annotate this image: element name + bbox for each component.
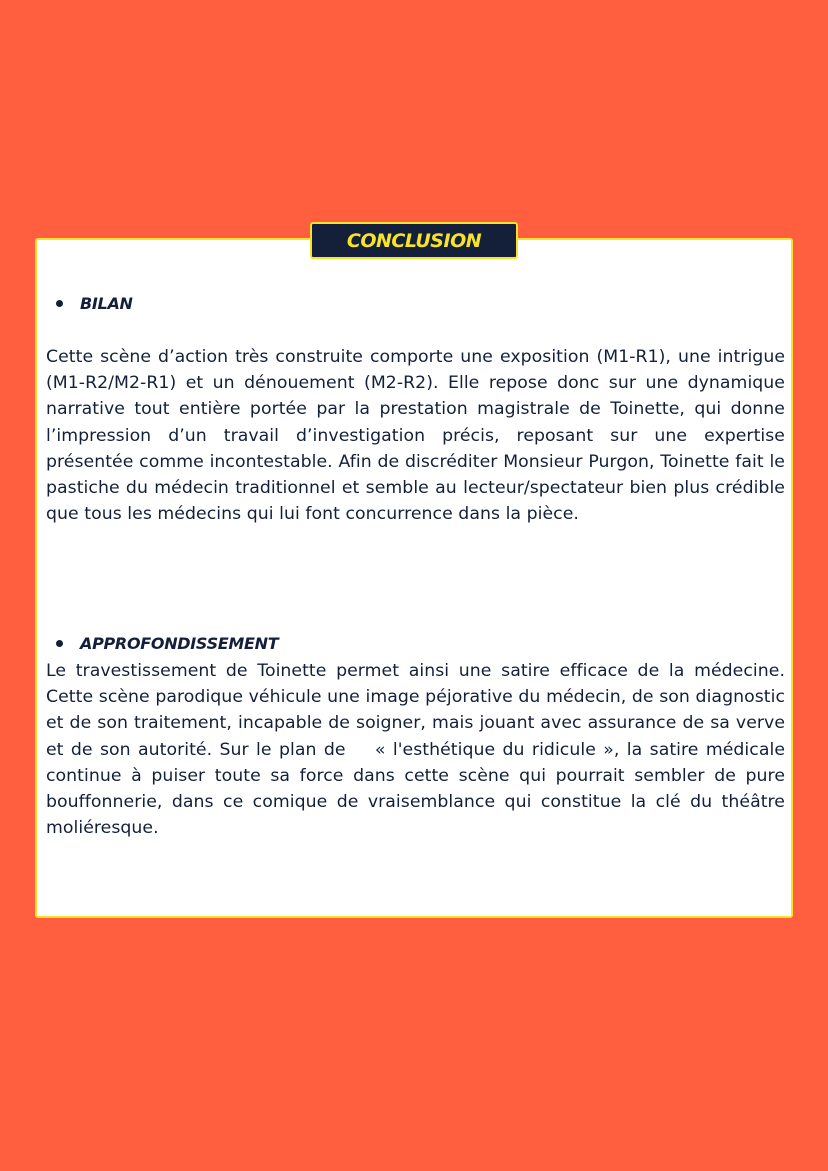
approfondissement-heading-label: APPROFONDISSEMENT — [80, 634, 279, 653]
conclusion-title-box — [310, 222, 518, 259]
approfondissement-text-part1: Le travestissement de Toinette permet ainsi une satire efficace de la médecine. Cette scène parodique véhicule une image péjorative du médecin, de son diagnostic et de son traitement, incapable de soigner, mais jouant avec assurance de sa verve et de son autorité. Sur le plan de — [46, 661, 785, 760]
conclusion-title: CONCLUSION — [346, 229, 482, 252]
approfondissement-text-part2: « l'esthétique du ridicule », la satire médicale continue à puiser toute sa force dans cette scène qui pourrait sembler de pure bouffonnerie, dans ce comique de vraisemblance qui constitue la clé du théâtre moliéresque. — [46, 739, 786, 839]
bullet-icon — [56, 640, 63, 647]
bullet-icon — [56, 300, 63, 307]
approfondissement-paragraph — [46, 658, 785, 841]
approfondissement-heading — [56, 634, 278, 653]
bilan-heading-label: BILAN — [80, 294, 133, 313]
bilan-paragraph: Cette scène d’action très construite comporte une exposition (M1-R1), une intrigue (M1-R2/M2-R1) et un dénouement (M2-R2). Elle repose donc sur une dynamique narrative tout entière portée par la prestation magistrale de Toinette, qui donne l’impression d’un travail d’investigation précis, reposant sur une expertise présentée comme incontestable. Afin de discréditer Monsieur Purgon, Toinette fait le pastiche du médecin traditionnel et semble au lecteur/spectateur bien plus crédible que tous les médecins qui lui font concurrence dans la pièce. — [46, 347, 785, 525]
bilan-heading — [56, 294, 133, 313]
